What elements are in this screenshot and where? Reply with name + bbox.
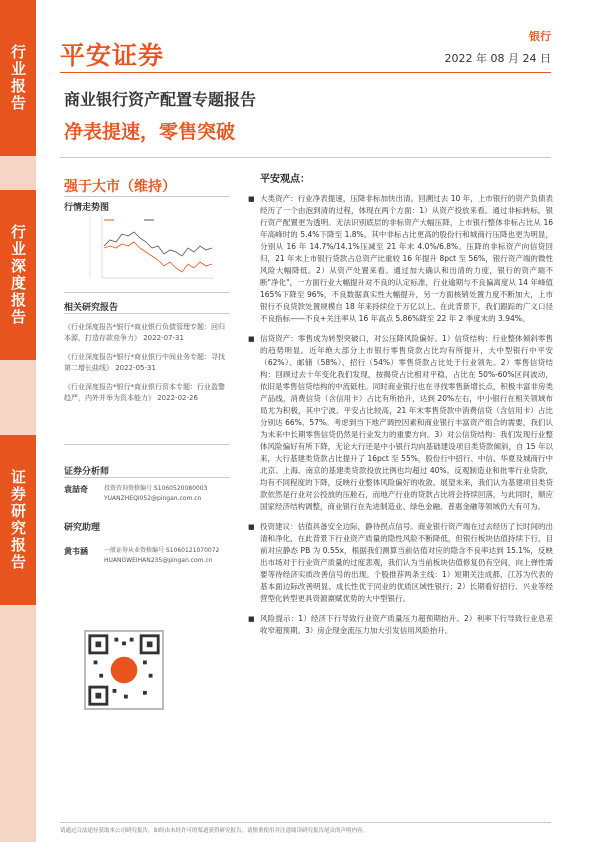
rating-label: 强于大市（维持） <box>64 179 176 195</box>
chart-divider <box>64 292 230 293</box>
market-trend-chart <box>64 212 230 292</box>
qr-code-icon <box>84 630 164 710</box>
related-end-divider <box>64 444 230 445</box>
assistant-title: 研究助理 <box>64 523 101 533</box>
related-reports-title: 相关研究报告 <box>64 303 119 313</box>
related-divider <box>64 313 230 314</box>
report-date: 2022 年 08 月 24 日 <box>444 52 551 65</box>
viewpoint-paragraph-assets: ■ 大类资产：行业净表提速，压降非标加快出清。回溯过去 10 年，上市银行的资产负债表经历了一个由泡到清的过程，体现在两个方面：1）从资产投放来看。通过非标转标，银行资产配置更为透明。无法识别底层的非标资产大幅压降，上市银行整体非标占比从 16 年高峰时的 5.4%下降至 1.8%。其中非标占比更高的股份行和城商行压降也更为明显，分别从 16 年 14.7%/14.1%压减至 21 年末 4.0%/6.8%。压降的非标资产向信贷回归，21 年末上市银行贷款占总资产比重较 16 年提升 8pct 至 56%，银行资产端的微性风险大幅降低。2）从资产处置来看。通过加大确认和出清的力度，银行的资产端不断"净化"，一方面行业大幅提升对不良的认定标准，行业逾期与不良偏离度从 14 年峰值 165%下降至 96%，不良数据真实性大幅提升，另一方面核销处置力度不断加大，上市银行不良贷款处置规模自 18 年来持续位于万亿以上。在此背景下，我们跟踪的广义口径不良指标——不良+关注率从 16 年高点 5.86%降至 22 年 2 季度末的 3.94%。 <box>246 193 553 325</box>
related-report-item: 《行业深度报告*银行*商业银行中间业务专题：寻找第二增长曲线》 2022-05-31 <box>64 353 225 372</box>
header-divider <box>60 72 551 73</box>
strip-deep-report: 行业深度报告 <box>0 190 36 360</box>
related-report-item: 《行业深度报告*银行*商业银行资本专题：行业盈警趋严，内外并举为资本能力》 2022-02-26 <box>64 383 225 402</box>
viewpoint-column <box>246 170 553 645</box>
rating-divider <box>64 196 230 197</box>
footer-divider <box>60 822 551 823</box>
viewpoint-paragraph-credit: ■ 信贷资产：零售成为转型突破口，对公压降风险偏好。1）信贷结构：行业整体倾斜零售的趋势明显。近年绝大部分上市银行零售贷款占比均有所提升，大中型银行中平安（62%）、邮储（58%）、招行（54%）零售贷款占比处于行业领先。2）零售信贷结构：回顾过去十年变化我们发现，按揭贷占比相对平稳，占比在 50%-60%区间波动，依旧是零售信贷结构的中流砥柱。同时商业银行也在寻找零售新增长点，积极丰富非房类产品线，消费信贷（含信用卡）占比有所抬升，达到 20%左右，中小银行在相关领域布局尤为积极，其中宁波、平安占比较高，21 年末零售贷款中消费信贷（含信用卡）占比分别达 66%、57%。考虑到当下地产调控因素和商业银行丰富资产组合的需要，我们认为未来中长期零售信贷仍然是行业发力的重要方向。3）对公信贷结构：我们发现行业整体风险偏好有所下降，无论大行还是中小银行均向基础建设项目类贷款倾斜，自 15 年以来，大行基建类贷款占比提升了 16pct 至 55%，股份行中招行、中信、华夏及城商行中北京、上海、南京的基建类贷款投放比例也均超过 40%。反观制造业和批零行业贷款，均有不同程度的下降，反映行业整体风险偏好的收敛。展望未来，我们认为基建项目类贷款依然是行业对公投放的压舱石，而地产行业的贷款占比将会持续回落，与此同时，顺应国家经济结构调整，商业银行在先进制造业、绿色金融、普惠金融等领域仍大有可为。 <box>246 333 553 513</box>
title-divider <box>60 157 551 158</box>
analysts-divider <box>64 477 230 478</box>
viewpoint-title: 平安观点： <box>260 174 310 185</box>
viewpoint-paragraph-investment: ■ 投资建议：估值具备安全边际，静待拐点信号。商业银行资产端在过去经历了长时间的出清和净化，在此背景下行业资产质量的隐性风险不断降低，但银行板块估值持续下行，目前对应静态 PB 为 0.55x，根据我们测算当前估值对应的隐含不良率达到 15.1%，反映出市场对于行业资产质量的过度悲观，我们认为当前板块估值修复仍有空间，向上弹性需要等待经济实质改善信号的出现。个股推荐两条主线：1）短期关注成都、江苏为代表的基本面边际改善明显、成长性优于同业的优质区域性银行；2）长期看好招行、兴业等经营型化转型更具资源禀赋优势的大中型银行。 <box>246 521 553 605</box>
left-strip <box>0 0 36 842</box>
assistant-name: 黄韦涵 <box>64 547 88 556</box>
strip-industry-report: 行业报告 <box>0 0 36 156</box>
chart-title: 行情走势图 <box>64 203 110 213</box>
footer-disclaimer: 请通过合法途径获取本公司研究报告，如经由未经许可的渠道获得研究报告，请慎重使用并注意阅读研究报告尾页的声明内容。 <box>60 828 369 834</box>
analyst-info: 投资咨询资格编号 S1060520080003 YUANZHEQI052@pingan.com.cn <box>104 485 208 502</box>
brand-logo: 平安证券 <box>60 41 165 70</box>
analyst-name: 袁喆奇 <box>64 485 88 494</box>
industry-label: 银行 <box>529 30 551 43</box>
report-title: 商业银行资产配置专题报告 <box>64 90 257 109</box>
related-report-item: 《行业深度报告*银行*商业银行负债管理专题：回归本源，打造存款竞争力》 2022-07-31 <box>64 323 225 342</box>
analysts-title: 证券分析师 <box>64 467 110 477</box>
viewpoint-paragraph-risk: ■ 风险提示：1）经济下行导致行业资产质量压力超预期抬升。2）利率下行导致行业息差收窄超预期。3）房企现金流压力加大引发信用风险抬升。 <box>246 613 553 637</box>
strip-securities-research: 证券研究报告 <box>0 435 36 605</box>
assistant-info: 一般证券从业资格编号 S1060121070072 HUANGWEIHAN235@pingan.com.cn <box>104 547 220 564</box>
report-subtitle: 净表提速，零售突破 <box>64 121 236 143</box>
